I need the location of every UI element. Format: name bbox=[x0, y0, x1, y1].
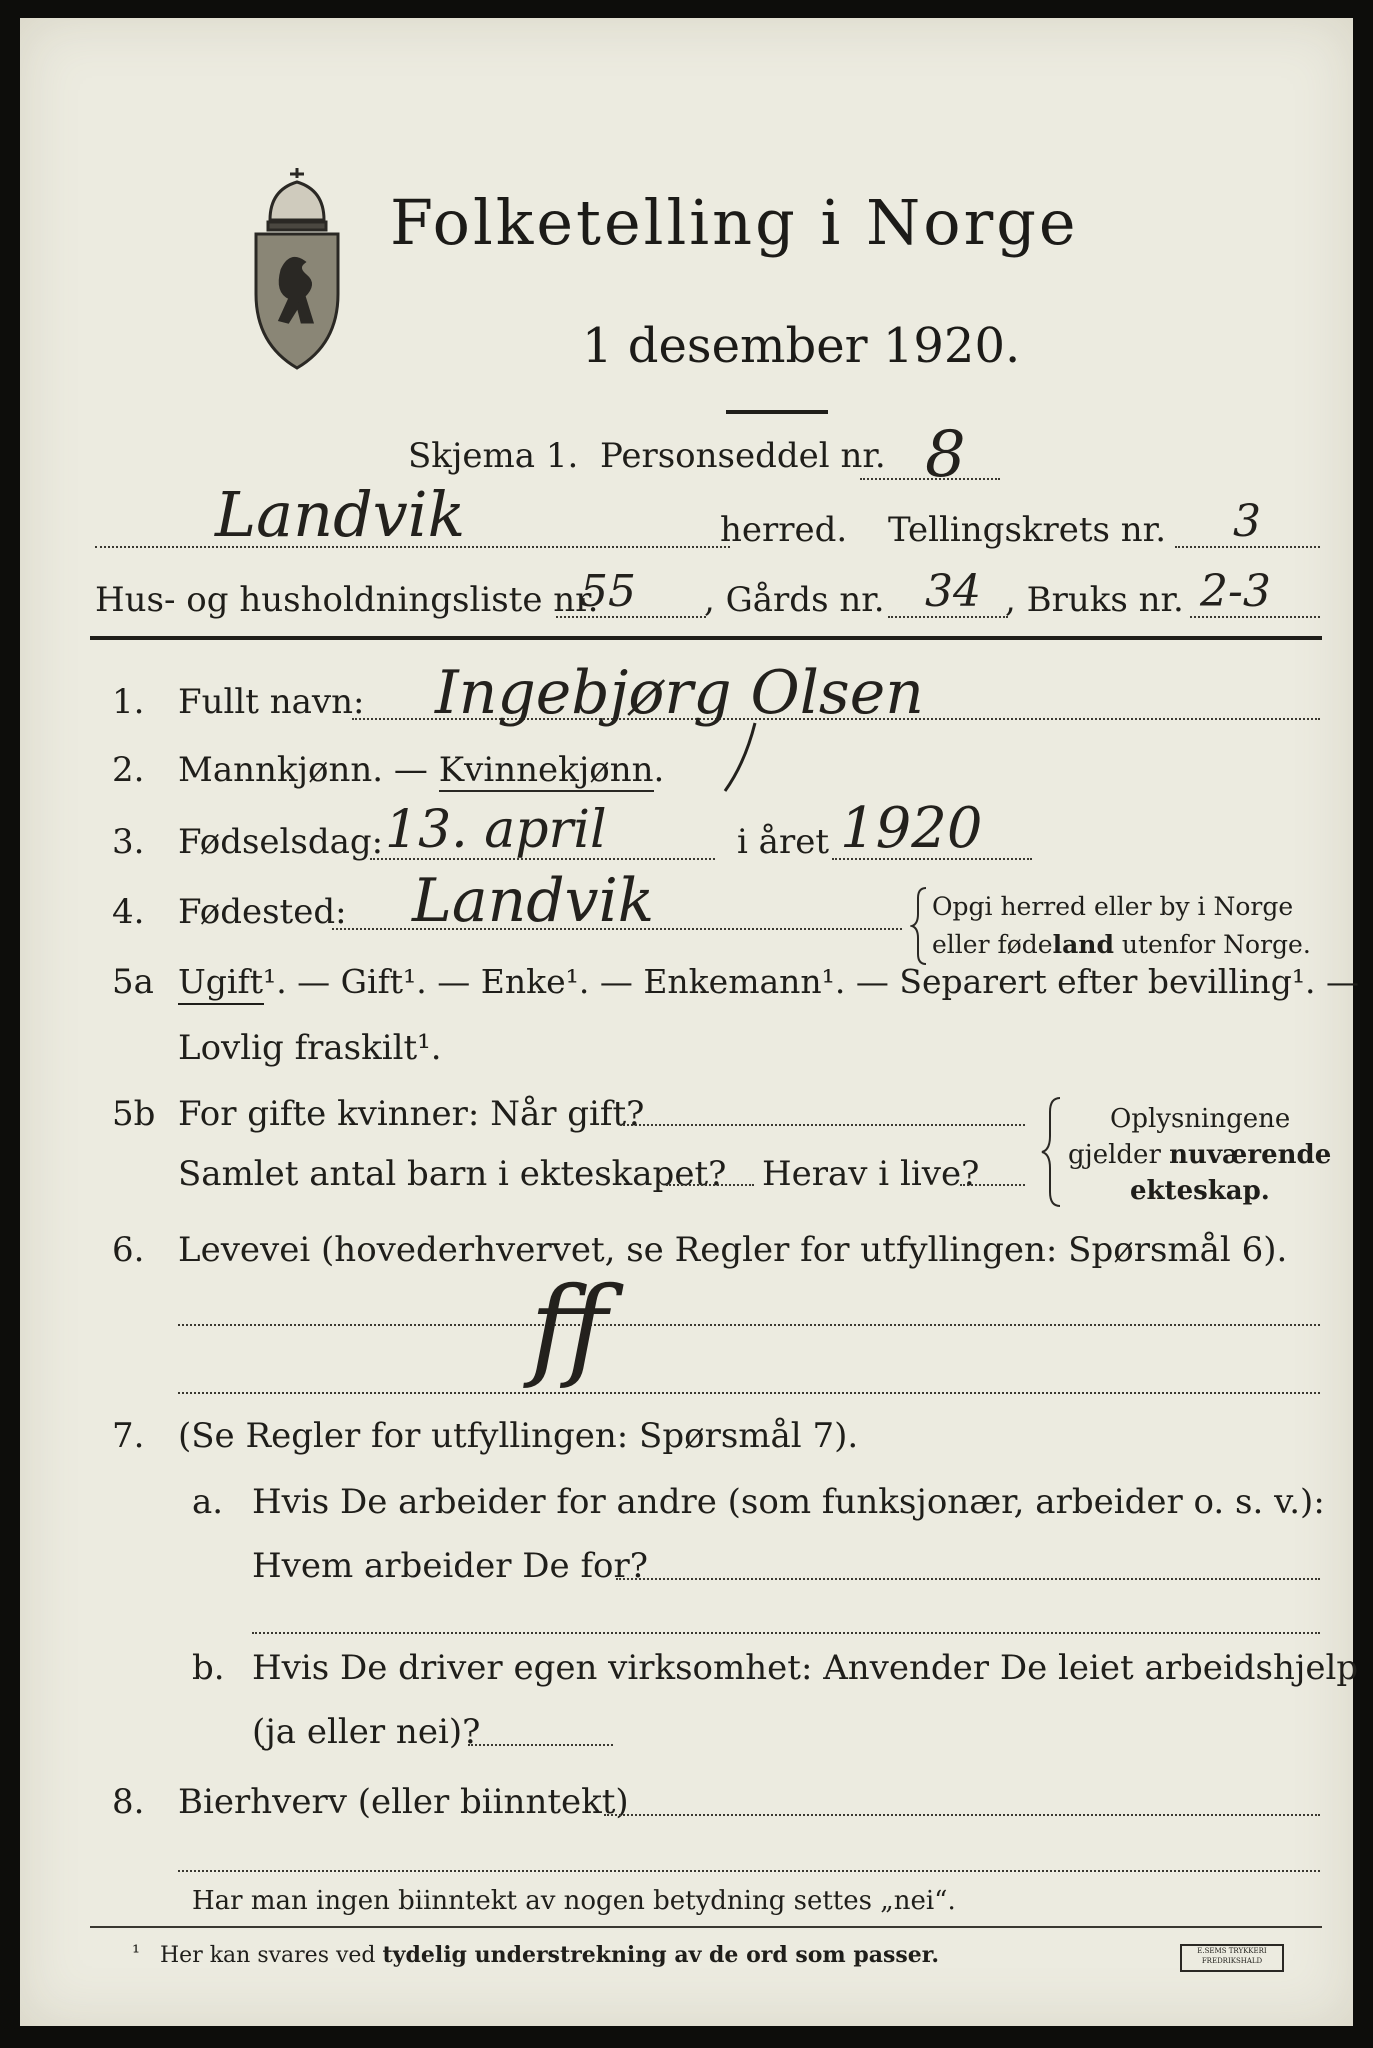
skjema-label: Skjema 1. bbox=[408, 436, 579, 476]
q7a-line1: Hvis De arbeider for andre (som funksjonær, arbeider o. s. v.): bbox=[252, 1482, 1325, 1522]
q7-label: (Se Regler for utfyllingen: Spørsmål 7). bbox=[178, 1416, 859, 1456]
q7b-letter: b. bbox=[192, 1648, 225, 1688]
q7a-letter: a. bbox=[192, 1482, 224, 1522]
q5b-note3: ekteskap. bbox=[1130, 1176, 1270, 1206]
q2-end: . bbox=[653, 750, 665, 790]
bruks-value: 2-3 bbox=[1200, 566, 1271, 617]
q4-note-line2 bbox=[932, 930, 1311, 959]
title-divider bbox=[726, 410, 828, 414]
q4-note-c: utenfor Norge. bbox=[1113, 930, 1311, 959]
printer-stamp: E.SEMS TRYKKERI FREDRIKSHALD bbox=[1180, 1944, 1284, 1972]
q5a-number: 5a bbox=[112, 962, 154, 1002]
q8-line1 bbox=[604, 1814, 1320, 1816]
census-form-sheet bbox=[20, 18, 1360, 2026]
footnote-a: Her kan svares ved bbox=[160, 1943, 383, 1968]
page-title: Folketelling i Norge bbox=[390, 186, 1079, 259]
q4-number: 4. bbox=[112, 892, 145, 932]
q5b-note2a: gjelder bbox=[1068, 1140, 1170, 1170]
footnote-text bbox=[160, 1942, 939, 1968]
q5a-line1: Ugift¹. — Gift¹. — Enke¹. — Enkemann¹. — Separert efter bevilling¹. — bbox=[178, 962, 1360, 1001]
q7a-line bbox=[616, 1578, 1320, 1580]
herred-label: herred. bbox=[720, 510, 848, 550]
q8-label: Bierhverv (eller biinntekt) bbox=[178, 1782, 629, 1822]
q8-line2 bbox=[178, 1870, 1320, 1872]
footnote-b: tydelig understrekning av de ord som passer. bbox=[382, 1942, 940, 1968]
q2-number: 2. bbox=[112, 750, 145, 790]
bruks-label: , Bruks nr. bbox=[1005, 580, 1184, 620]
q2-check-mark bbox=[710, 718, 770, 798]
footnote-mark: ¹ bbox=[132, 1940, 141, 1964]
gards-label: , Gårds nr. bbox=[704, 580, 885, 620]
tellingskrets-label: Tellingskrets nr. bbox=[888, 510, 1167, 550]
q7b-line1: Hvis De driver egen virksomhet: Anvender De leiet arbeidshjelp bbox=[252, 1648, 1359, 1688]
q2-mann: Mannkjønn bbox=[178, 750, 373, 790]
hus-value: 55 bbox=[580, 566, 636, 617]
q5b-live-line bbox=[960, 1184, 1025, 1186]
q7b-line2: (ja eller nei)? bbox=[252, 1712, 481, 1752]
q7a-line2: Hvem arbeider De for? bbox=[252, 1546, 648, 1586]
q6-value: ff bbox=[530, 1263, 608, 1391]
q5b-line2b: Herav i live? bbox=[762, 1154, 980, 1194]
census-date: 1 desember 1920. bbox=[582, 318, 1021, 374]
q3-value: 13. april bbox=[385, 800, 607, 860]
q5b-gift-line bbox=[620, 1124, 1025, 1126]
q2-kvinne: Kvinnekjønn bbox=[438, 750, 654, 790]
q2-sep: . — bbox=[372, 750, 428, 790]
q5a-line2: Lovlig fraskilt¹. bbox=[178, 1028, 442, 1068]
q2-line bbox=[178, 750, 664, 790]
q5b-barn-line bbox=[666, 1184, 754, 1186]
q4-note-b: land bbox=[1052, 930, 1114, 959]
q6-line1 bbox=[178, 1324, 1320, 1326]
q4-note-line1: Opgi herred eller by i Norge bbox=[932, 892, 1294, 921]
header-rule bbox=[90, 636, 1322, 640]
q4-value: Landvik bbox=[412, 866, 655, 936]
q5b-note2b: nuværende bbox=[1169, 1140, 1332, 1170]
q5b-note1: Oplysningene bbox=[1110, 1104, 1291, 1134]
q1-value: Ingebjørg Olsen bbox=[435, 658, 924, 728]
q1-number: 1. bbox=[112, 682, 145, 722]
q7b-line bbox=[468, 1744, 613, 1746]
q3-year-label: i året bbox=[737, 822, 829, 862]
q8-note: Har man ingen biinntekt av nogen betydning settes „nei“. bbox=[192, 1886, 956, 1916]
q5b-brace bbox=[1038, 1096, 1064, 1212]
q5b-line2a: Samlet antal barn i ekteskapet? bbox=[178, 1154, 727, 1194]
q5b-number: 5b bbox=[112, 1094, 156, 1134]
q6-line2 bbox=[178, 1392, 1320, 1394]
q4-label: Fødested: bbox=[178, 892, 347, 932]
q4-brace bbox=[910, 886, 930, 966]
footer-rule bbox=[90, 1926, 1322, 1928]
coat-of-arms-icon bbox=[242, 160, 352, 380]
personseddel-value: 8 bbox=[925, 418, 966, 492]
q6-label: Levevei (hovederhvervet, se Regler for utfyllingen: Spørsmål 6). bbox=[178, 1230, 1288, 1270]
q5b-note2 bbox=[1068, 1140, 1331, 1170]
q1-label: Fullt navn: bbox=[178, 682, 365, 722]
hus-label: Hus- og husholdningsliste nr. bbox=[95, 580, 599, 620]
q4-note-a: eller føde bbox=[932, 930, 1053, 959]
q6-number: 6. bbox=[112, 1230, 145, 1270]
personseddel-label: Personseddel nr. bbox=[600, 436, 886, 476]
q3-label: Fødselsdag: bbox=[178, 822, 384, 862]
tellingskrets-value: 3 bbox=[1233, 496, 1261, 547]
gards-value: 34 bbox=[925, 566, 981, 617]
q3-year-value: 1920 bbox=[840, 796, 983, 861]
q5a-ugift-underline bbox=[178, 1003, 264, 1005]
q7-number: 7. bbox=[112, 1416, 145, 1456]
q8-number: 8. bbox=[112, 1782, 145, 1822]
municipality-value: Landvik bbox=[215, 478, 466, 551]
q7a-line-extra bbox=[252, 1632, 1320, 1634]
q5b-line1: For gifte kvinner: Når gift? bbox=[178, 1094, 645, 1134]
q3-number: 3. bbox=[112, 822, 145, 862]
